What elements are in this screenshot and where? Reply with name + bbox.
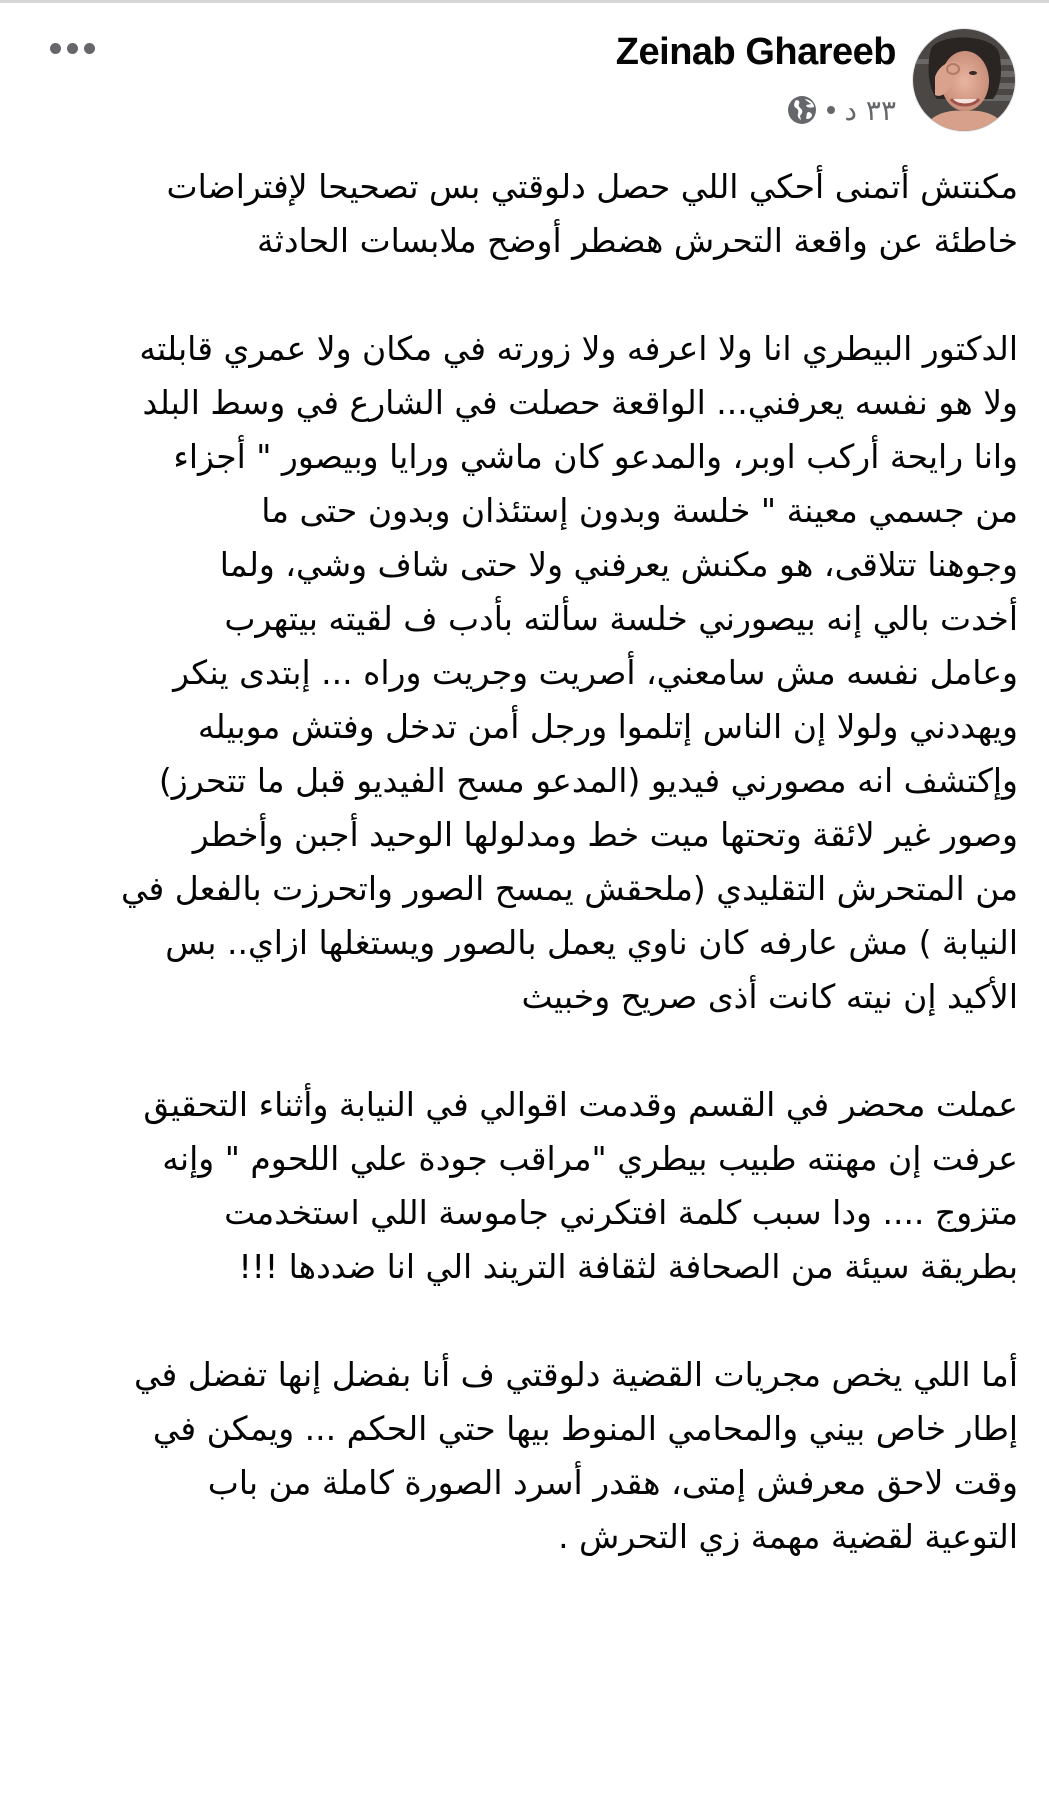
text-line: وصور غير لائقة وتحتها ميت خط ومدلولها الوحيد أجبن وأخطر bbox=[192, 815, 1018, 854]
globe-icon[interactable] bbox=[787, 95, 817, 125]
text-line: متزوج .... ودا سبب كلمة افتكرني جاموسة اللي استخدمت bbox=[224, 1193, 1018, 1232]
text-line: أما اللي يخص مجريات القضية دلوقتي ف أنا بفضل إنها تفضل في bbox=[133, 1355, 1018, 1394]
text-line: عملت محضر في القسم وقدمت اقوالي في النيابة وأثناء التحقيق bbox=[143, 1085, 1018, 1124]
profile-photo-icon bbox=[913, 29, 1016, 132]
text-line: وعامل نفسه مش سامعني، أصريت وجريت وراه ... إبتدى ينكر bbox=[173, 653, 1018, 692]
text-line: من جسمي معينة " خلسة وبدون إستئذان وبدون حتى ما bbox=[261, 491, 1018, 530]
text-line: ولا هو نفسه يعرفني... الواقعة حصلت في الشارع في وسط البلد bbox=[142, 383, 1018, 422]
post-meta bbox=[787, 92, 896, 128]
text-line: النيابة ) مش عارفه كان ناوي يعمل بالصور ويستغلها ازاي.. بس bbox=[165, 923, 1018, 962]
post-paragraph bbox=[40, 322, 1018, 1024]
more-options-button[interactable] bbox=[50, 38, 110, 58]
text-line: ويهددني ولولا إن الناس إتلموا ورجل أمن تدخل وفتش موبيله bbox=[197, 707, 1018, 746]
text-line: وقت لاحق معرفش إمتى، هقدر أسرد الصورة كاملة من باب bbox=[207, 1463, 1018, 1502]
text-line: بطريقة سيئة من الصحافة لثقافة التريند الي انا ضددها !!! bbox=[238, 1247, 1018, 1286]
text-line: خاطئة عن واقعة التحرش هضطر أوضح ملابسات الحادثة bbox=[256, 221, 1018, 260]
post-paragraph bbox=[40, 160, 1018, 268]
text-line: التوعية لقضية مهمة زي التحرش . bbox=[558, 1517, 1018, 1556]
post-timestamp[interactable]: ٣٣ د bbox=[844, 93, 896, 127]
more-horizontal-icon bbox=[67, 43, 78, 54]
text-line: وإكتشف انه مصورني فيديو (المدعو مسح الفيديو قبل ما تتحرز) bbox=[158, 761, 1018, 800]
text-line: مكنتش أتمنى أحكي اللي حصل دلوقتي بس تصحيحا لإفتراضات bbox=[166, 167, 1018, 206]
text-line: عرفت إن مهنته طبيب بيطري "مراقب جودة علي اللحوم " وإنه bbox=[162, 1139, 1018, 1178]
text-line: وانا رايحة أركب اوبر، والمدعو كان ماشي ورايا وبيصور " أجزاء bbox=[173, 437, 1018, 476]
separator-dot bbox=[827, 106, 835, 114]
text-line: الأكيد إن نيته كانت أذى صريح وخبيث bbox=[521, 977, 1018, 1016]
post-header bbox=[0, 0, 1049, 140]
text-line: من المتحرش التقليدي (ملحقش يمسح الصور واتحرزت بالفعل في bbox=[120, 869, 1018, 908]
more-horizontal-icon bbox=[50, 43, 61, 54]
post-paragraph bbox=[40, 1078, 1018, 1294]
text-line: إطار خاص بيني والمحامي المنوط بيها حتي الحكم ... ويمكن في bbox=[152, 1409, 1018, 1448]
author-name[interactable]: Zeinab Ghareeb bbox=[615, 31, 896, 73]
avatar[interactable] bbox=[912, 28, 1016, 132]
post-body bbox=[40, 160, 1018, 1618]
post-paragraph bbox=[40, 1348, 1018, 1564]
text-line: أخدت بالي إنه بيصورني خلسة سألته بأدب ف لقيته بيتهرب bbox=[224, 599, 1018, 638]
more-horizontal-icon bbox=[84, 43, 95, 54]
text-line: وجوهنا تتلاقى، هو مكنش يعرفني ولا حتى شاف وشي، ولما bbox=[219, 545, 1018, 584]
text-line: الدكتور البيطري انا ولا اعرفه ولا زورته في مكان ولا عمري قابلته bbox=[139, 329, 1018, 368]
